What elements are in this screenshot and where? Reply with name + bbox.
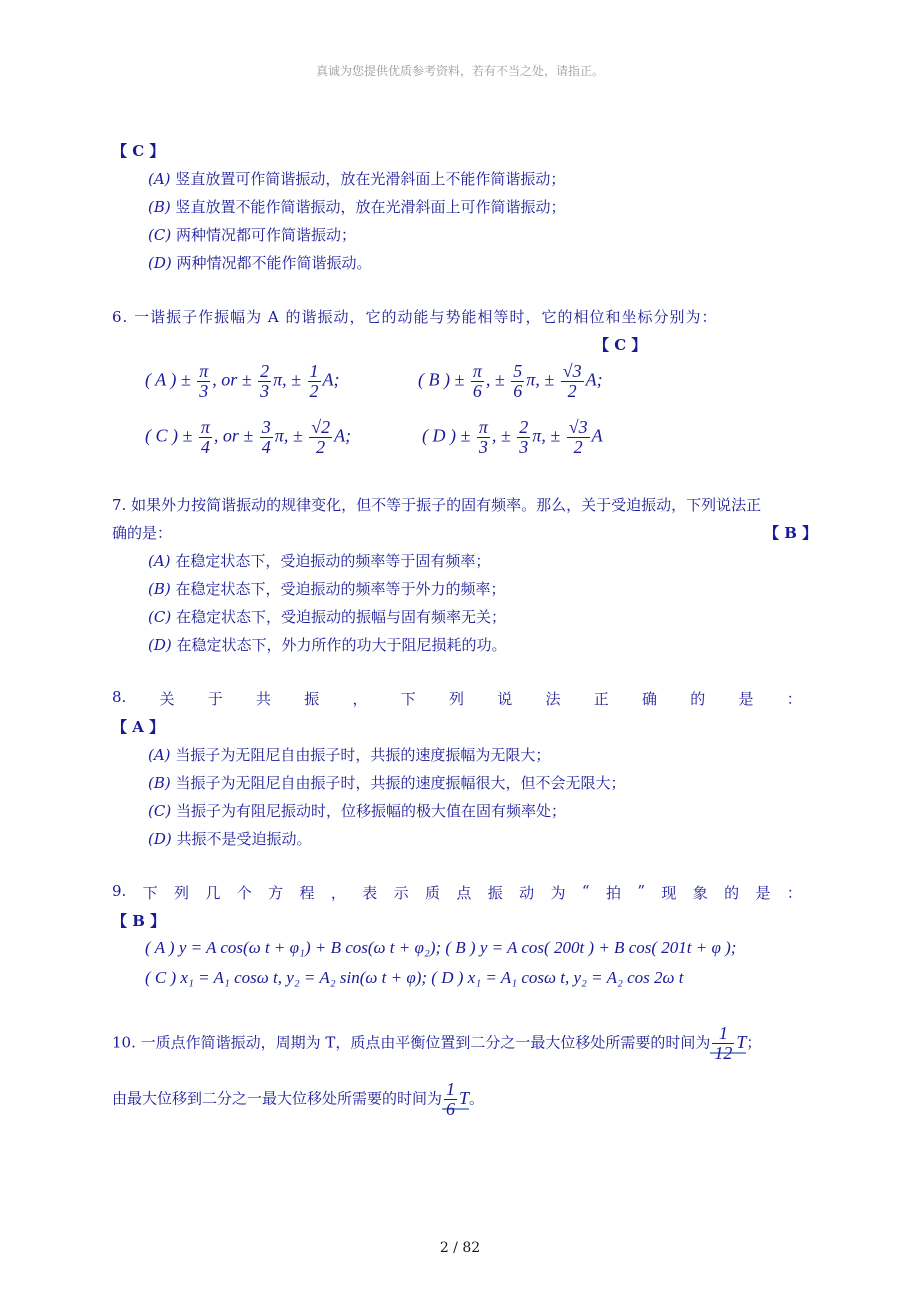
q9-question: 9. 下 列 几 个 方 程 ， 表 示 质 点 振 动 为 “ 拍 ” 现 象 的 是 ： bbox=[112, 882, 802, 902]
option-text: 当振子为有阻尼振动时，位移振幅的极大值在固有频率处； bbox=[175, 802, 566, 820]
q6-option-d: ( D ) ± $\frac{\pi}{3}$ , ± $\frac{2}{3}$ π, ± $\frac{√3}{2}$ A bbox=[422, 417, 603, 457]
q5-option-d bbox=[148, 252, 372, 273]
option-text: 在稳定状态下，受迫振动的频率等于外力的频率； bbox=[175, 580, 506, 598]
option-label: (A) bbox=[148, 170, 171, 188]
q6-option-b: ( B ) ± $\frac{\pi}{6}$ , ± $\frac{5}{6}$ π, ± $\frac{√3}{2}$ A; bbox=[418, 361, 603, 401]
option-label: ( C ) ± bbox=[145, 425, 193, 446]
option-text: 两种情况都不能作简谐振动。 bbox=[176, 254, 372, 272]
option-label: ( A ) ± bbox=[145, 369, 191, 390]
option-label: (C) bbox=[148, 802, 172, 820]
option-text: 竖直放置不能作简谐振动，放在光滑斜面上可作简谐振动； bbox=[175, 198, 566, 216]
fraction: $\frac{\pi}{4}$ bbox=[200, 417, 210, 457]
option-label: (B) bbox=[148, 198, 171, 216]
q8-option-d bbox=[148, 828, 312, 849]
option-label: (A) bbox=[148, 746, 171, 764]
fraction: $\frac{1}{6}$ bbox=[446, 1079, 456, 1119]
option-label: ( B ) ± bbox=[418, 369, 465, 390]
q7-option-a bbox=[148, 550, 490, 571]
fraction: $\frac{5}{6}$ bbox=[513, 361, 523, 401]
option-label: (D) bbox=[148, 636, 172, 654]
q5-option-c bbox=[148, 224, 356, 245]
q10-line2: 由最大位移到二分之一最大位移处所需要的时间为 $\frac{1}{6}$ T。 bbox=[112, 1079, 485, 1119]
q9-equations-line2: ( C ) x₁ = A₁ cosω t, y₂ = A₂ sin(ω t + φ); ( D ) x₁ = A₁ cosω t, y₂ = A₂ cos 2ω t bbox=[145, 968, 684, 987]
option-text: 竖直放置可作简谐振动，放在光滑斜面上不能作简谐振动； bbox=[175, 170, 566, 188]
q7-question-line1: 7. 如果外力按简谐振动的规律变化，但不等于振子的固有频率。那么，关于受迫振动，下列说法正 bbox=[112, 496, 762, 514]
q8-option-c bbox=[148, 800, 566, 821]
option-text: 当振子为无阻尼自由振子时，共振的速度振幅很大，但不会无限大； bbox=[175, 774, 626, 792]
fraction: $\frac{\pi}{3}$ bbox=[478, 417, 488, 457]
fraction: $\frac{\pi}{6}$ bbox=[472, 361, 482, 401]
q10-text2: 由最大位移到二分之一最大位移处所需要的时间为 bbox=[112, 1089, 443, 1108]
page-header: 真诚为您提供优质参考资料，若有不当之处，请指正。 bbox=[315, 64, 604, 78]
q7-option-d bbox=[148, 634, 507, 655]
fraction: $\frac{3}{4}$ bbox=[261, 417, 271, 457]
q8-option-a bbox=[148, 744, 550, 765]
page-number: 2 / 82 bbox=[439, 1240, 481, 1256]
q10-text1: 10. 一质点作简谐振动，周期为 T，质点由平衡位置到二分之一最大位移处所需要的时间为 bbox=[112, 1033, 711, 1052]
fraction: $\frac{√2}{2}$ bbox=[311, 417, 331, 457]
q7-answer: 【 B 】 bbox=[764, 524, 818, 542]
q6-option-c: ( C ) ± $\frac{\pi}{4}$ , or ± $\frac{3}{4}$ π, ± $\frac{√2}{2}$ A; bbox=[145, 417, 352, 457]
option-label: ( D ) ± bbox=[422, 425, 471, 446]
option-label: (A) bbox=[148, 552, 171, 570]
q7-option-b bbox=[148, 578, 506, 599]
q8-answer: 【 A 】 bbox=[112, 718, 165, 736]
q8-option-b bbox=[148, 772, 626, 793]
option-label: (C) bbox=[148, 608, 172, 626]
q6-question: 6. 一谐振子作振幅为 A 的谐振动，它的动能与势能相等时，它的相位和坐标分别为： bbox=[112, 308, 718, 326]
fraction: $\frac{√3}{2}$ bbox=[562, 361, 582, 401]
fraction: $\frac{1}{2}$ bbox=[309, 361, 319, 401]
q10-answer1: $\frac{1}{12}$ T bbox=[710, 1032, 746, 1054]
q6-option-a: ( A ) ± $\frac{\pi}{3}$ , or ± $\frac{2}{3}$ π, ± $\frac{1}{2}$ A; bbox=[145, 361, 340, 401]
option-label: (D) bbox=[148, 830, 172, 848]
q7-question-line2: 确的是： bbox=[112, 524, 173, 542]
option-text: 当振子为无阻尼自由振子时，共振的速度振幅为无限大； bbox=[175, 746, 551, 764]
q5-answer: 【 C 】 bbox=[112, 142, 165, 160]
q7-option-c bbox=[148, 606, 506, 627]
option-text: 在稳定状态下，受迫振动的振幅与固有频率无关； bbox=[175, 608, 506, 626]
q5-option-a bbox=[148, 168, 565, 189]
fraction: $\frac{2}{3}$ bbox=[260, 361, 270, 401]
option-text: 共振不是受迫振动。 bbox=[176, 830, 312, 848]
option-label: (C) bbox=[148, 226, 172, 244]
option-label: (D) bbox=[148, 254, 172, 272]
option-text: 在稳定状态下，受迫振动的频率等于固有频率； bbox=[175, 552, 491, 570]
q10-answer2: $\frac{1}{6}$ T bbox=[442, 1088, 469, 1110]
option-label: (B) bbox=[148, 774, 171, 792]
fraction: $\frac{1}{12}$ bbox=[714, 1023, 733, 1063]
option-text: 两种情况都可作简谐振动； bbox=[175, 226, 356, 244]
q8-question: 8. 关 于 共 振 ， 下 列 说 法 正 确 的 是 ： bbox=[112, 688, 802, 708]
q9-equations-line1: ( A ) y = A cos(ω t + φ₁) + B cos(ω t + φ₂); ( B ) y = A cos( 200t ) + B cos( 201t + φ ); bbox=[145, 938, 737, 957]
fraction: $\frac{√3}{2}$ bbox=[568, 417, 588, 457]
fraction: $\frac{2}{3}$ bbox=[519, 417, 529, 457]
q6-answer: 【 C 】 bbox=[594, 336, 647, 354]
q10-line1: 10. 一质点作简谐振动，周期为 T，质点由平衡位置到二分之一最大位移处所需要的时间为 $\frac{1}{12}$ T； bbox=[112, 1023, 762, 1063]
q5-option-b bbox=[148, 196, 566, 217]
q9-answer: 【 B 】 bbox=[112, 912, 166, 930]
option-label: (B) bbox=[148, 580, 171, 598]
option-text: 在稳定状态下，外力所作的功大于阻尼损耗的功。 bbox=[176, 636, 507, 654]
fraction: $\frac{\pi}{3}$ bbox=[199, 361, 209, 401]
